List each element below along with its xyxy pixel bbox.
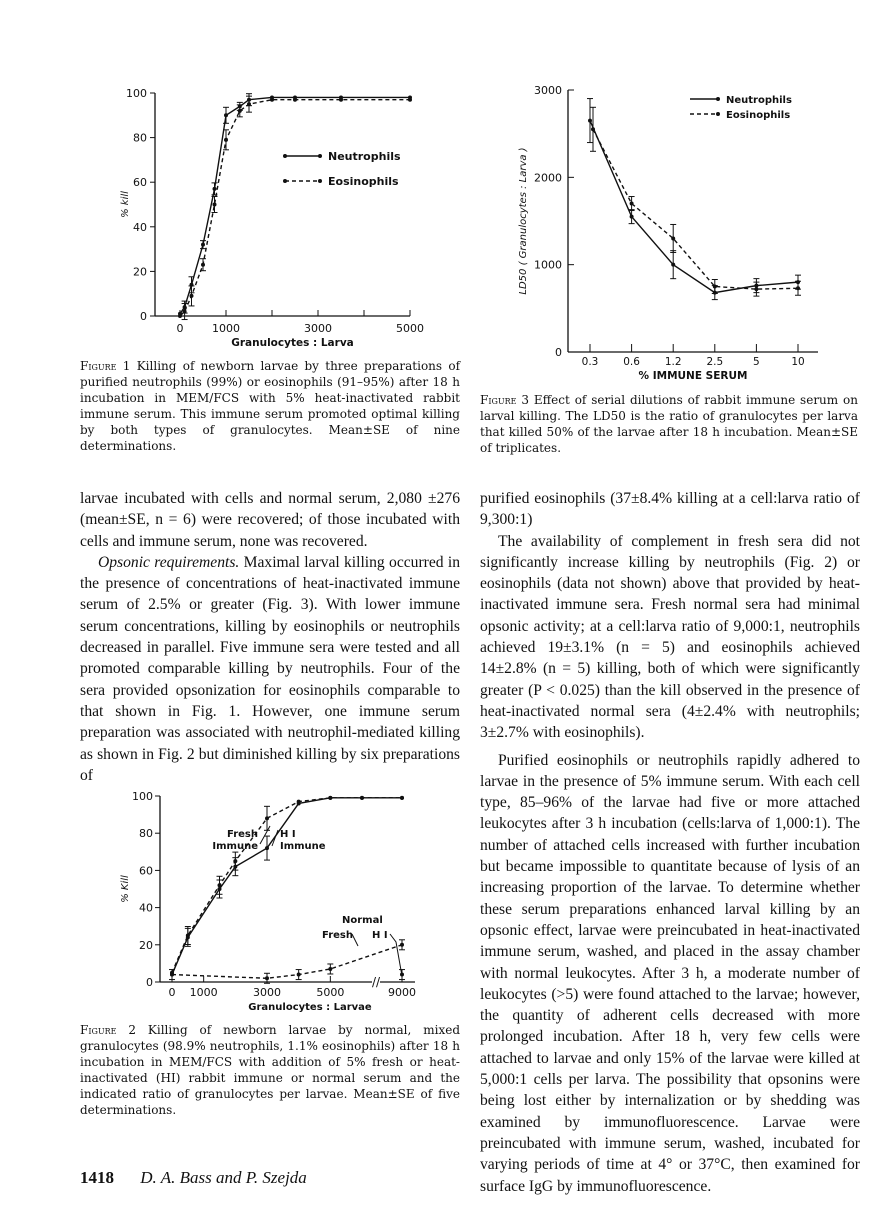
y-tick-label: 0 bbox=[555, 346, 562, 359]
y-tick-label: 3000 bbox=[534, 84, 562, 97]
page-footer bbox=[80, 1168, 307, 1188]
x-tick-label: 5000 bbox=[396, 322, 424, 335]
x-tick-label: 10 bbox=[791, 356, 805, 368]
y-tick-label: 80 bbox=[139, 827, 153, 841]
y-tick-label: 40 bbox=[139, 901, 153, 915]
running-authors: D. A. Bass and P. Szejda bbox=[140, 1168, 307, 1187]
legend-label: Eosinophils bbox=[328, 175, 399, 188]
error-bar bbox=[182, 304, 188, 320]
left-paragraph-1: larvae incubated with cells and normal serum, 2,080 ±276 (mean±SE, n = 6) were recovered; of those incubated with cells and immune serum, none was recovered. bbox=[80, 490, 460, 550]
y-tick-label: 0 bbox=[146, 976, 153, 989]
y-tick-label: 40 bbox=[133, 220, 147, 234]
data-point bbox=[293, 98, 297, 102]
figure-1-caption-label: Figure 1 bbox=[80, 359, 131, 373]
error-bar bbox=[590, 107, 596, 151]
y-tick-label: 60 bbox=[139, 864, 153, 878]
annotation-hi: H I bbox=[372, 930, 388, 941]
x-tick-label: 1000 bbox=[212, 322, 240, 335]
error-bar bbox=[587, 99, 593, 143]
error-bar bbox=[232, 858, 238, 876]
annotation-pointer bbox=[272, 830, 278, 846]
figure-1 bbox=[110, 78, 440, 350]
figure-3-chart bbox=[500, 78, 840, 388]
x-axis-label: Granulocytes : Larva bbox=[231, 337, 354, 349]
y-tick-label: 0 bbox=[140, 310, 147, 323]
error-bar bbox=[264, 836, 270, 860]
y-tick-label: 60 bbox=[133, 176, 147, 190]
legend-marker bbox=[283, 179, 287, 183]
x-tick-label: 0 bbox=[176, 322, 184, 335]
data-point bbox=[408, 98, 412, 102]
annotation-fresh: Fresh bbox=[322, 930, 353, 941]
series-line-2 bbox=[172, 945, 402, 978]
error-bar bbox=[200, 241, 206, 249]
figure-3-caption-label: Figure 3 bbox=[480, 393, 529, 407]
x-tick-label: 0.6 bbox=[623, 356, 640, 368]
y-tick-label: 20 bbox=[139, 938, 153, 952]
x-tick-label: 1.2 bbox=[664, 356, 682, 368]
series-line-1 bbox=[172, 798, 402, 975]
annotation-fresh-immune: Fresh Immune bbox=[212, 829, 258, 852]
x-tick-label: 5 bbox=[753, 356, 760, 368]
figure-3-caption-text: Effect of serial dilutions of rabbit immune serum on larval killing. The LD50 is the ratio of granulocytes per larva that killed 50% of the larvae after 18 h incubation. Mean±SE of triplicates. bbox=[480, 393, 858, 455]
right-paragraph-2: The availability of complement in fresh sera did not significantly increase killing by neutrophils (Fig. 2) or eosinophils (data not shown) above that provided by heat-inactivated immune sera. Fresh normal sera had minimal opsonic activity; at a cell:larva ratio of 9,000:1, neutrophils achieved 19±3.1% (n = 5) and eosinophils achieved 14±2.8% (n = 5) killing, both of which were significantly greater (P < 0.025) than the kill observed in the presence of heat-inactivated normal sera (4±2.4% with neutrophils; 3±2.7% with eosinophils). bbox=[480, 532, 860, 742]
right-text-column bbox=[480, 488, 860, 1197]
left-paragraph-2: Maximal larval killing occurred in the presence of concentrations of heat-inactivated immune serum of 2.5% or greater (Fig. 3). With lower immune serum concentrations, killing by eosinophils or neutrophils decreased in parallel. Five immune sera were tested and all promoted comparable killing by neutrophils. Four of the sera provided opsonization for eosinophils comparable to that shown in Fig. 1. However, one immune serum preparation was associated with neutrophil-mediated killing as shown in Fig. 2 but diminished killing by six preparations of bbox=[80, 553, 460, 784]
left-paragraph-2-heading: Opsonic requirements. bbox=[98, 553, 240, 571]
data-point bbox=[270, 98, 274, 102]
page-number: 1418 bbox=[80, 1168, 114, 1187]
axis-break-mark: // bbox=[371, 975, 381, 989]
series-line-eosinophils bbox=[593, 129, 798, 289]
legend-marker bbox=[716, 97, 720, 101]
y-tick-label: 20 bbox=[133, 265, 147, 279]
figure-1-caption-text: Killing of newborn larvae by three preparations of purified neutrophils (99%) or eosinophils (91–95%) after 18 h incubation in MEM/FCS with 5% heat-inactivated rabbit immune serum. This immune serum promoted optimal killing by both types of granulocytes. Mean±SE of nine determinations. bbox=[80, 359, 461, 453]
y-axis-label: % Kill bbox=[120, 875, 131, 903]
error-bar bbox=[670, 251, 676, 279]
x-tick-label: 1000 bbox=[189, 986, 218, 999]
right-paragraph-1: purified eosinophils (37±8.4% killing at a cell:larva ratio of 9,300:1) bbox=[480, 490, 860, 529]
x-tick-label: 2.5 bbox=[706, 356, 724, 368]
legend-label: Neutrophils bbox=[726, 95, 792, 106]
figure-2-caption-text: Killing of newborn larvae by normal, mixed granulocytes (98.9% neutrophils, 1.1% eosinophils) after 18 h incubation in MEM/FCS with addition of 5% fresh or heat-inactivated (HI) rabbit immune or normal serum and the indicated ratio of granulocytes per larvae. Mean±SE of five determinations. bbox=[80, 1023, 460, 1117]
legend-marker bbox=[283, 154, 287, 158]
y-tick-label: 100 bbox=[126, 87, 147, 100]
data-point bbox=[328, 796, 332, 800]
figure-3 bbox=[500, 78, 840, 388]
figure-1-chart bbox=[110, 78, 440, 350]
y-axis-label: LD50 ( Granulocytes : Larva ) bbox=[518, 147, 529, 295]
series-line-neutrophils bbox=[590, 121, 798, 293]
right-paragraph-3: Purified eosinophils or neutrophils rapidly adhered to larvae in the presence of 5% immune serum. With each cell type, 85–96% of the larvae had five or more attached leukocytes after 3 h incubation (cells:larva of 1,000:1). The number of attached cells increased with further incubation but became impossible to quantitate because of lysis of an increasing proportion of the larvae. To determine whether these serum preparations enhanced larval killing by an opsonic effect, larvae were preincubated in heat-inactivated immune serum, washed, and placed in the assay chamber with normal leukocytes. After 3 h, a moderate number of leukocytes (>5) were found attached to the larvae; however, the quantity of adherent cells decreased with more prolonged incubation. After 18 h, very few cells were attached to larvae and only 15% of the larvae were killed at 5,000:1 cells per larva. The possibility that opsonins were being lost either by internalization or by shedding was examined by immunofluorescence. Larvae were preincubated with immune serum, washed, incubated for varying periods of time at 4° or 37°C, then examined for surface IgG by immunofluorescence. bbox=[480, 751, 860, 1195]
y-tick-label: 100 bbox=[132, 790, 153, 803]
legend-label: Neutrophils bbox=[328, 150, 401, 163]
error-bar bbox=[246, 96, 252, 112]
error-bar bbox=[217, 880, 223, 898]
x-tick-label: 3000 bbox=[304, 322, 332, 335]
figure-1-caption bbox=[80, 358, 460, 454]
legend-label: Eosinophils bbox=[726, 110, 791, 121]
x-tick-label: 9000 bbox=[388, 986, 416, 999]
x-axis-label: Granulocytes : Larvae bbox=[248, 1002, 372, 1013]
data-point bbox=[339, 98, 343, 102]
y-tick-label: 80 bbox=[133, 131, 147, 145]
x-axis-label: % IMMUNE SERUM bbox=[638, 370, 748, 382]
data-point bbox=[297, 801, 301, 805]
figure-2-caption bbox=[80, 1022, 460, 1118]
y-axis-label: % kill bbox=[120, 191, 131, 218]
y-tick-label: 2000 bbox=[534, 171, 562, 185]
legend-marker bbox=[318, 179, 322, 183]
series-line-0 bbox=[172, 798, 402, 973]
figure-3-caption bbox=[480, 392, 858, 456]
x-tick-label: 0 bbox=[168, 986, 176, 999]
figure-2 bbox=[110, 784, 450, 1020]
figure-2-caption-label: Figure 2 bbox=[80, 1023, 137, 1037]
x-tick-label: 0.3 bbox=[581, 356, 599, 368]
error-bar bbox=[223, 107, 229, 123]
data-point bbox=[178, 314, 182, 318]
annotation-hi-immune: H I Immune bbox=[280, 829, 326, 852]
figure-2-chart bbox=[110, 784, 450, 1020]
x-tick-label: 5000 bbox=[316, 986, 345, 999]
annotation-normal: Normal bbox=[342, 915, 383, 926]
y-tick-label: 1000 bbox=[534, 258, 562, 272]
error-bar bbox=[670, 224, 676, 252]
x-tick-label: 3000 bbox=[253, 986, 281, 999]
data-point bbox=[360, 796, 364, 800]
legend-marker bbox=[716, 112, 720, 116]
data-point bbox=[400, 796, 404, 800]
left-text-column bbox=[80, 488, 460, 786]
legend-marker bbox=[318, 154, 322, 158]
annotation-pointer bbox=[260, 826, 270, 844]
